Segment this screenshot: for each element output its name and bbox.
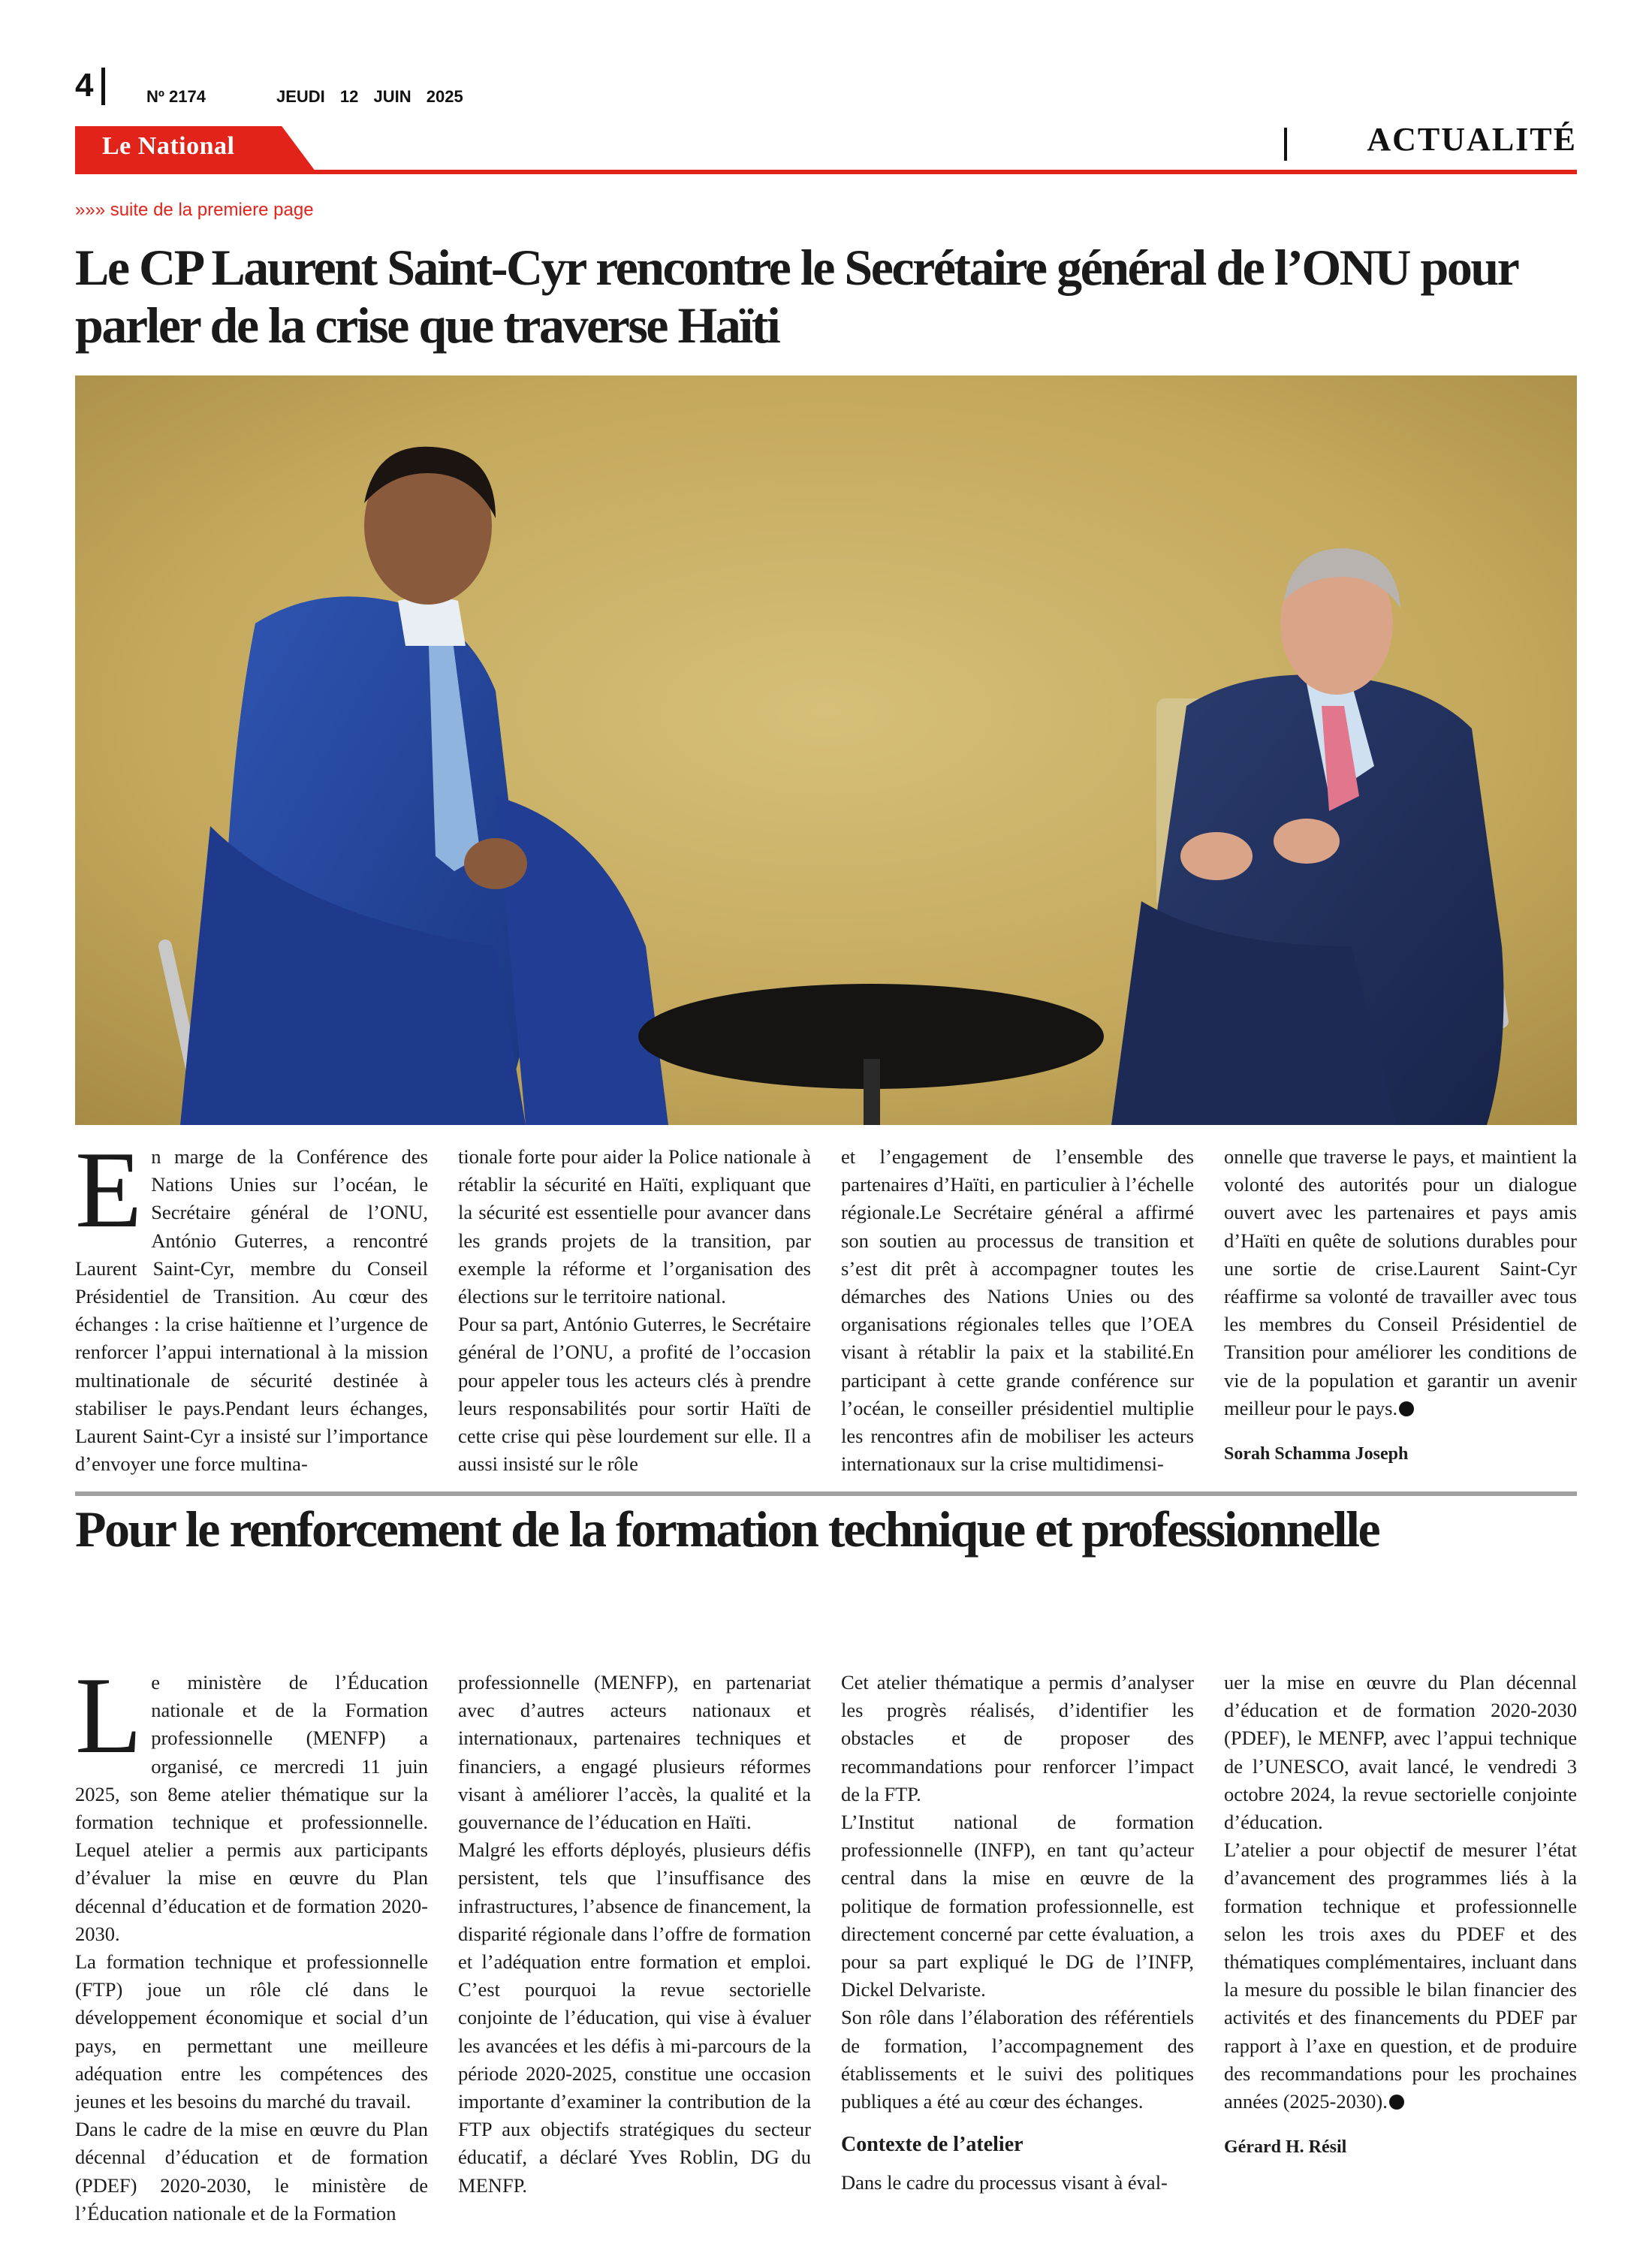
date-month: JUIN	[373, 87, 411, 106]
article-2-paragraph: uer la mise en œuvre du Plan décennal d’éducation et de formation 2020-2030 (PDEF), le MENFP, avec l’appui technique de l’UNESCO, avait lancé, le vendredi 3 octobre 2024, la revue sectorielle conjointe d’éducation.	[1224, 1671, 1577, 1834]
article-2-paragraph: L’atelier a pour objectif de mesurer l’état d’avancement des programmes liés à la formation technique et professionnelle selon les trois axes du PDEF et des thématiques complémentaires, incluant dans la mesure du possible le bilan financier des activités et des financements du PDEF par rapport à l’axe en question, et de produire des recommandations pour les prochaines années (2025-2030).	[1224, 1838, 1577, 2113]
article-1-column-1	[75, 1129, 428, 1478]
article-1-paragraph: tionale forte pour aider la Police nationale à rétablir la sécurité en Haïti, expliquant que la sécurité est essentielle pour avancer dans les grands projets de la transition, par exemple la réforme et l’organisation des élections sur le territoire national.	[458, 1145, 811, 1308]
article-1-paragraph: Pour sa part, António Guterres, le Secrétaire général de l’ONU, a profité de l’occasion pour appeler tous les acteurs clés à prendre leurs responsabilités pour sortir Haïti de cette crise qui pèse lourdement sur elle. Il a aussi insisté sur le rôle	[458, 1313, 811, 1476]
section-divider-rule	[75, 1491, 1577, 1496]
article-2-paragraph: Dans le cadre de la mise en œuvre du Plan décennal d’éducation et de formation (PDEF) 2020-2030, le ministère de l’Éducation nationale et de la Formation	[75, 2118, 428, 2224]
issue-number: Nº 2174	[146, 87, 206, 106]
article-2-body	[75, 1654, 1577, 2227]
article-2-col1-text: e ministère de l’Éducation nationale et de la Formation professionnelle (MENFP) a organisé, ce mercredi 11 juin 2025, son 8eme atelier thématique sur la formation technique et professionnelle. Lequel atelier a permis aux participants d’évaluer la mise en œuvre du Plan décennal d’éducation et de formation 2020-2030.	[75, 1671, 428, 1945]
article-2-headline: Pour le renforcement de la formation technique et professionnelle	[75, 1500, 1379, 1558]
article-1-paragraph: et l’engagement de l’ensemble des partenaires d’Haïti, en particulier à l’échelle régionale.Le Secrétaire général a affirmé son soutien au processus de transition et s’est dit prêt à accompagner toutes les démarches des Nations Unies ou des organisations régionales telles que l’OEA visant à rétablir la paix et la stabilité.En participant à cette grande conférence sur l’océan, le conseiller présidentiel multiplie les rencontres afin de mobiliser les acteurs internationaux sur la crise multidimensi-	[841, 1145, 1194, 1476]
section-name: ACTUALITÉ	[1367, 121, 1577, 158]
article-2-dropcap: L	[75, 1654, 143, 1776]
article-2-paragraph: Cet atelier thématique a permis d’analyser les progrès réalisés, d’identifier les obstacles et de proposer des recommandations pour renforcer l’impact de la FTP.	[841, 1671, 1194, 1805]
article-1-column-2	[458, 1143, 811, 1478]
article-1-col1-text: n marge de la Conférence des Nations Unies sur l’océan, le Secrétaire général de l’ONU, António Guterres, a rencontré Laurent Saint-Cyr, membre du Conseil Présidentiel de Transition. Au cœur des échanges : la crise haïtienne et l’urgence de renforcer l’appui international à la mission multinationale de sécurité destinée à stabiliser le pays.Pendant leurs échanges, Laurent Saint-Cyr a insisté sur l’importance d’envoyer une force multina-	[75, 1145, 428, 1476]
article-1-column-4	[1224, 1143, 1577, 1478]
article-1-author: Sorah Schamma Joseph	[1224, 1444, 1409, 1464]
page-number: 4	[75, 67, 94, 104]
end-of-article-icon	[1389, 2095, 1404, 2110]
end-of-article-icon	[1399, 1401, 1414, 1416]
page-number-divider	[101, 68, 105, 105]
article-2-paragraph: professionnelle (MENFP), en partenariat avec d’autres acteurs nationaux et internationaux, partenaires techniques et financiers, a engagé plusieurs réformes visant à améliorer l’accès, la qualité et la gouvernance de l’éducation en Haïti.	[458, 1671, 811, 1834]
article-2-paragraph: Dans le cadre du processus visant à éval-	[841, 2171, 1168, 2194]
article-2-column-3	[841, 1669, 1194, 2227]
header-rule	[75, 170, 1577, 174]
article-1-dropcap: E	[75, 1129, 143, 1250]
article-1-column-3	[841, 1143, 1194, 1478]
publication-date	[276, 89, 463, 105]
article-1-paragraph: onnelle que traverse le pays, et maintient la volonté des autorités pour un dialogue ouvert avec les partenaires et pays amis d’Haïti en quête de solutions durables pour une sortie de crise.Laurent Saint-Cyr réaffirme sa volonté de travailler avec tous les membres du Conseil Présidentiel de Transition pour améliorer les conditions de vie de la population et garantir un avenir meilleur pour le pays.	[1224, 1145, 1577, 1419]
article-2-paragraph: La formation technique et professionnelle (FTP) joue un rôle clé dans le développement économique et social d’un pays, en permettant une meilleure adéquation entre les compétences des jeunes et les besoins du marché du travail.	[75, 1950, 428, 2113]
date-year: 2025	[426, 87, 463, 106]
article-2-paragraph: L’Institut national de formation professionnelle (INFP), en tant qu’acteur central dans la mise en œuvre de la politique de formation professionnelle, est directement concerné par cette évaluation, a pour sa part expliqué le DG de l’INFP, Dickel Delvariste.	[841, 1811, 1194, 2001]
article-1-body	[75, 1129, 1577, 1478]
article-2-subhead: Contexte de l’atelier	[841, 2133, 1023, 2157]
article-1-photo	[75, 376, 1577, 1125]
article-2-column-2	[458, 1669, 811, 2227]
section-divider	[1284, 128, 1287, 161]
date-day: JEUDI	[276, 87, 325, 106]
article-2-column-4	[1224, 1669, 1577, 2227]
article-2-author: Gérard H. Résil	[1224, 2137, 1347, 2158]
article-1-headline: Le CP Laurent Saint-Cyr rencontre le Secrétaire général de l’ONU pour parler de la crise que traverse Haïti	[75, 239, 1518, 354]
date-number: 12	[339, 87, 359, 106]
article-2-paragraph: Malgré les efforts déployés, plusieurs défis persistent, tels que l’insuffisance des infrastructures, l’absence de financement, la disparité régionale dans l’offre de formation et l’adéquation entre formation et emploi. C’est pourquoi la revue sectorielle conjointe de l’éducation, qui vise à évaluer les avancées et les défis à mi-parcours de la période 2020-2025, constitue une occasion importante d’examiner la contribution de la FTP aux objectifs stratégiques du secteur éducatif, a déclaré Yves Roblin, DG du MENFP.	[458, 1838, 811, 2197]
article-2-paragraph: Son rôle dans l’élaboration des référentiels de formation, l’accompagnement des établissements et le suivi des politiques publiques a été au cœur des échanges.	[841, 2006, 1194, 2113]
brand-logo: Le National	[102, 132, 235, 160]
article-2-column-1	[75, 1654, 428, 2227]
continued-label: »»» suite de la premiere page	[75, 200, 314, 220]
